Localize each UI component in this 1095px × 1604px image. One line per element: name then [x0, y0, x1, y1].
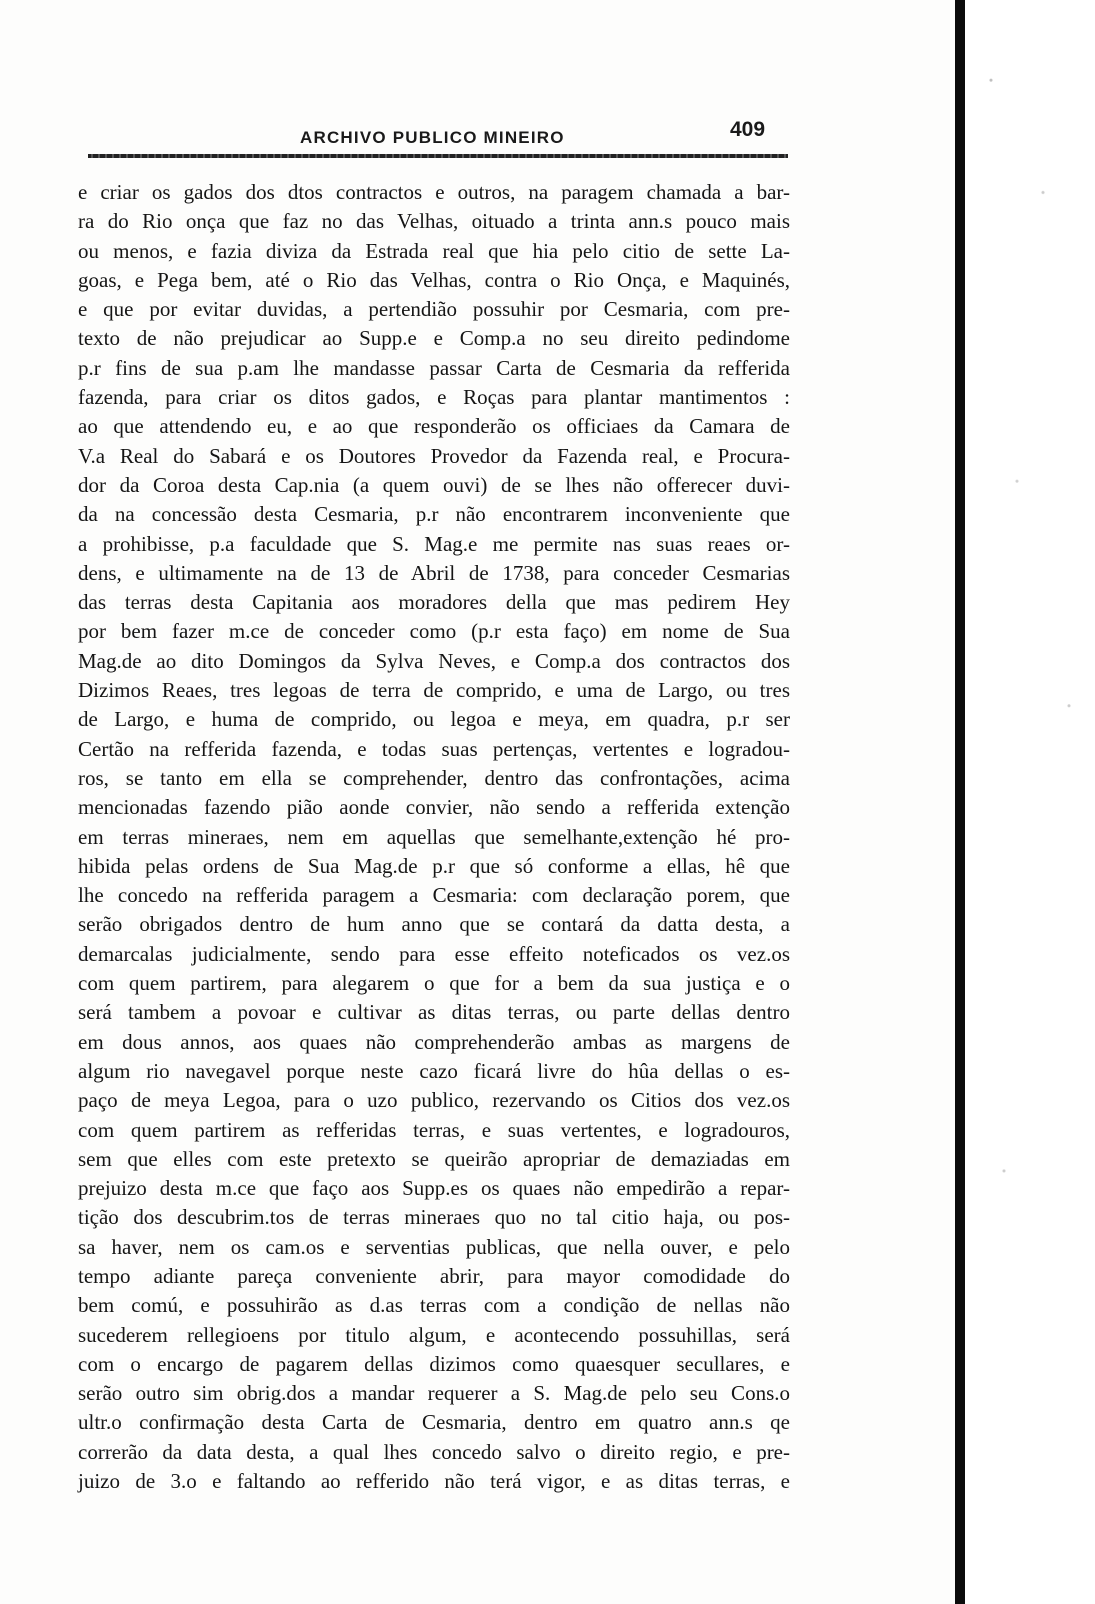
text-line: correrão da data desta, a qual lhes concedo salvo o direito regio, e pre-	[78, 1439, 790, 1464]
text-line: paço de meya Legoa, para o uzo publico, rezervando os Citios dos vez.os	[78, 1088, 790, 1113]
text-line: ra do Rio onça que faz no das Velhas, oituado a trinta ann.s pouco mais	[78, 209, 790, 234]
page-number: 409	[730, 118, 766, 141]
text-line: mencionadas fazendo pião aonde convier, não sendo a refferida extenção	[78, 795, 790, 820]
binding-shadow	[955, 0, 965, 1604]
text-line: p.r fins de sua p.am lhe mandasse passar Carta de Cesmaria da refferida	[78, 355, 790, 380]
text-line: dens, e ultimamente na de 13 de Abril de 1738, para conceder Cesmarias	[78, 560, 790, 585]
text-line: por bem fazer m.ce de conceder como (p.r esta faço) em nome de Sua	[78, 619, 790, 644]
text-line: serão obrigados dentro de hum anno que se contará da datta desta, a	[78, 912, 790, 937]
text-line: ros, se tanto em ella se comprehender, dentro das confrontações, acima	[78, 765, 790, 790]
text-line: da na concessão desta Cesmaria, p.r não encontrarem inconveniente que	[78, 502, 790, 527]
text-line: a prohibisse, p.a faculdade que S. Mag.e me permite nas suas reaes or-	[78, 531, 790, 556]
text-line: goas, e Pega bem, até o Rio das Velhas, contra o Rio Onça, e Maquinés,	[78, 267, 790, 292]
text-line: de Largo, e huma de comprido, ou legoa e meya, em quadra, p.r ser	[78, 707, 790, 732]
text-line: com o encargo de pagarem dellas dizimos como quaesquer secullares, e	[78, 1351, 790, 1376]
header-rule	[88, 154, 788, 158]
text-line: algum rio navegavel porque neste cazo ficará livre do hûa dellas o es-	[78, 1058, 790, 1083]
text-line: ou menos, e fazia diviza da Estrada real que hia pelo citio de sette La-	[78, 238, 790, 263]
text-line: tempo adiante pareça conveniente abrir, para mayor comodidade do	[78, 1263, 790, 1288]
text-line: e que por evitar duvidas, a pertendião possuhir por Cesmaria, com pre-	[78, 297, 790, 322]
text-line: prejuizo desta m.ce que faço aos Supp.es os quaes não empedirão a repar-	[78, 1176, 790, 1201]
text-line: tição dos descubrim.tos de terras mineraes quo no tal citio haja, ou pos-	[78, 1205, 790, 1230]
text-line: serão outro sim obrig.dos a mandar requerer a S. Mag.de pelo seu Cons.o	[78, 1381, 790, 1406]
text-line: V.a Real do Sabará e os Doutores Provedor da Fazenda real, e Procura-	[78, 443, 790, 468]
text-line: dor da Coroa desta Cap.nia (a quem ouvi) de se lhes não offerecer duvi-	[78, 472, 790, 497]
text-line: ao que attendendo eu, e ao que responderão os officiaes da Camara de	[78, 414, 790, 439]
text-line: em terras mineraes, nem em aquellas que semelhante,extenção hé pro-	[78, 824, 790, 849]
text-line: Mag.de ao dito Domingos da Sylva Neves, e Comp.a dos contractos dos	[78, 648, 790, 673]
running-title: ARCHIVO PUBLICO MINEIRO	[300, 128, 565, 147]
text-line: e criar os gados dos dtos contractos e outros, na paragem chamada a bar-	[78, 180, 790, 204]
text-line: ultr.o confirmação desta Carta de Cesmaria, dentro em quatro ann.s qe	[78, 1410, 790, 1435]
text-line: com quem partirem as refferidas terras, e suas vertentes, e logradouros,	[78, 1117, 790, 1142]
page-header	[82, 118, 792, 154]
text-line: juizo de 3.o e faltando ao refferido não terá vigor, e as ditas terras, e	[78, 1469, 790, 1494]
text-line: Dizimos Reaes, tres legoas de terra de comprido, e uma de Largo, ou tres	[78, 678, 790, 703]
text-line: demarcalas judicialmente, sendo para esse effeito noteficados os vez.os	[78, 941, 790, 966]
text-line: lhe concedo na refferida paragem a Cesmaria: com declaração porem, que	[78, 883, 790, 908]
text-line: sem que elles com este pretexto se queirão apropriar de demaziadas em	[78, 1146, 790, 1171]
text-line: será tambem a povoar e cultivar as ditas terras, ou parte dellas dentro	[78, 1000, 790, 1025]
text-line: hibida pelas ordens de Sua Mag.de p.r que só conforme a ellas, hê que	[78, 853, 790, 878]
adjacent-page-edge	[965, 0, 1095, 1604]
text-line: Certão na refferida fazenda, e todas suas pertenças, vertentes e logradou-	[78, 736, 790, 761]
text-line: das terras desta Capitania aos moradores della que mas pedirem Hey	[78, 590, 790, 615]
text-line: bem comú, e possuhirão as d.as terras com a condição de nellas não	[78, 1293, 790, 1318]
body-text	[78, 178, 790, 1496]
text-line: fazenda, para criar os ditos gados, e Roças para plantar mantimentos :	[78, 385, 790, 410]
text-line: em dous annos, aos quaes não comprehenderão ambas as margens de	[78, 1029, 790, 1054]
text-line: sucederem rellegioens por titulo algum, e acontecendo possuhillas, será	[78, 1322, 790, 1347]
text-line: sa haver, nem os cam.os e serventias publicas, que nella ouver, e pelo	[78, 1234, 790, 1259]
text-line: texto de não prejudicar ao Supp.e e Comp.a no seu direito pedindome	[78, 326, 790, 351]
text-line: com quem partirem, para alegarem o que for a bem da sua justiça e o	[78, 971, 790, 996]
